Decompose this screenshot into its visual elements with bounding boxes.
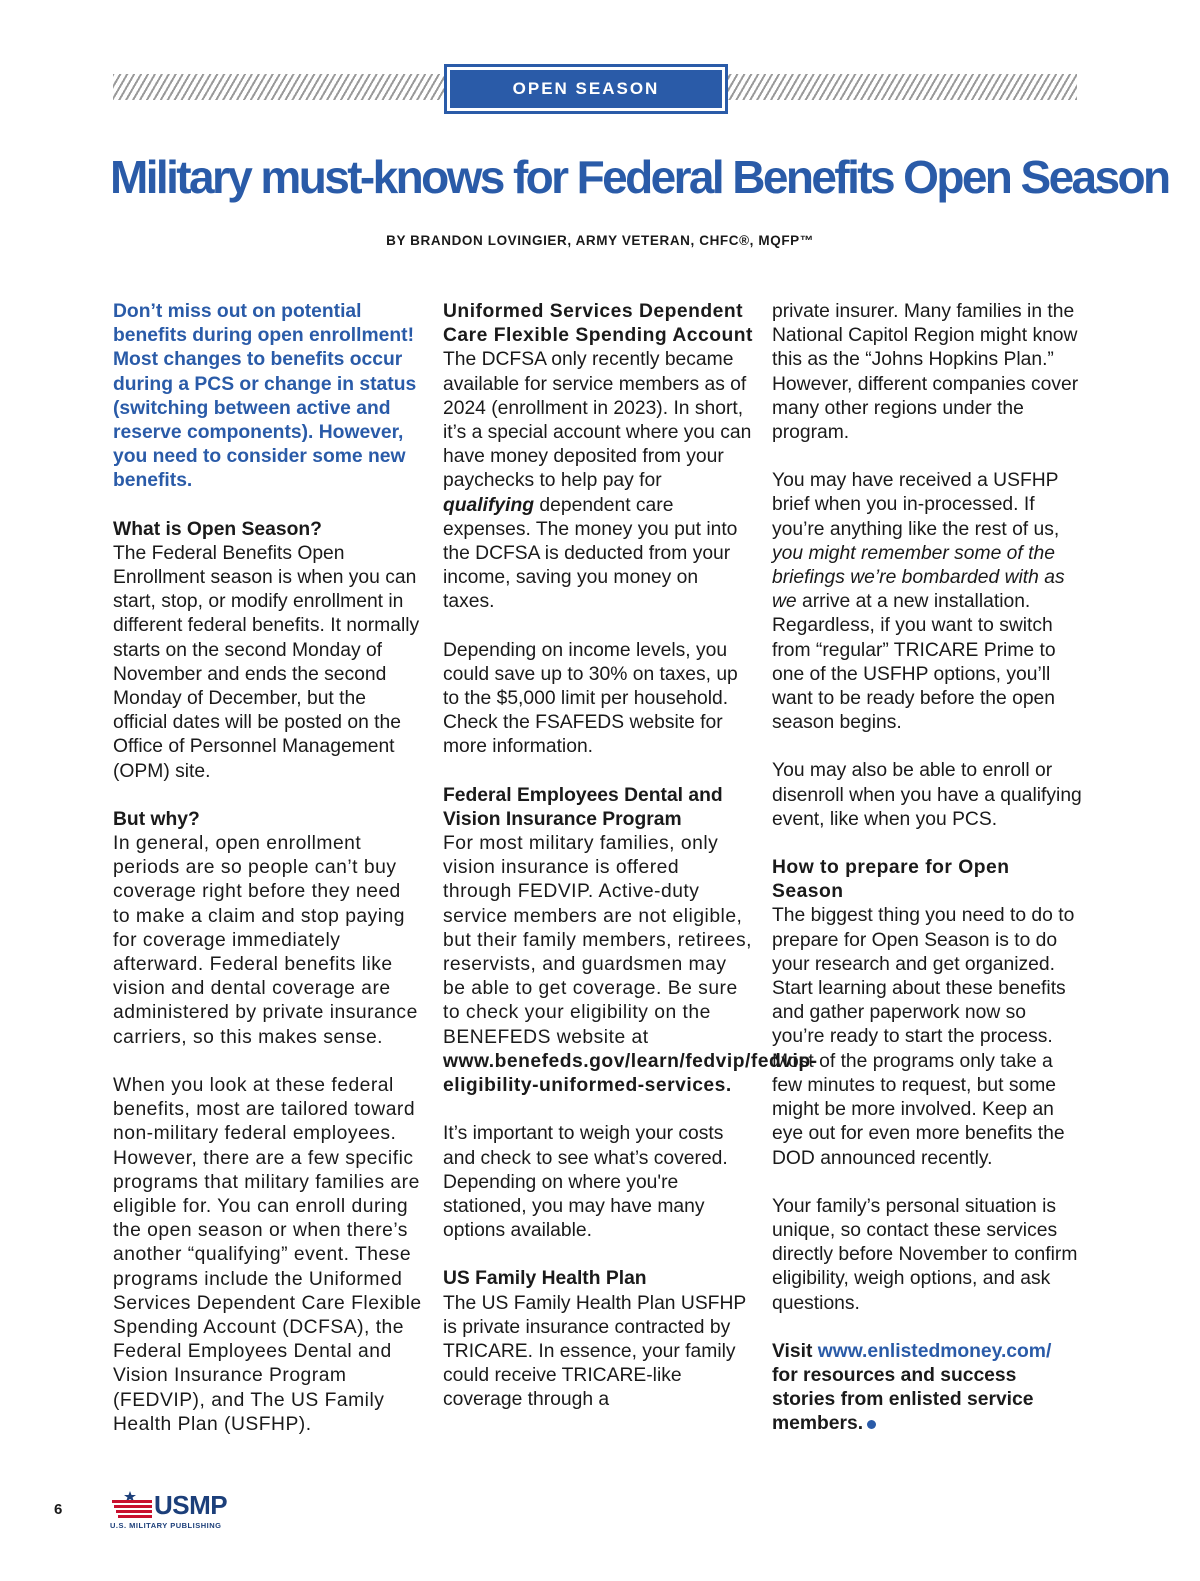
header-hatch-left (113, 74, 446, 100)
heading-usfhp: US Family Health Plan (443, 1268, 647, 1290)
benefeds-link[interactable]: www.benefeds.gov/learn/fedvip/fedvip-eligibility-uniformed-services. (443, 1050, 818, 1097)
paragraph: The Federal Benefits Open Enrollment season is when you can start, stop, or modify enrollment in different federal benefits. It normally starts on the second Monday of November and ends the second Monday of December, but the official dates will be posted on the Office of Personnel Management (OPM) site. (113, 542, 420, 782)
page-number: 6 (54, 1501, 63, 1518)
text-run: The DCFSA only recently became available for service members as of 2024 (enrollment in 2023). In short, it’s a special account where you can have money deposited from your paychecks to help pay for (443, 349, 752, 492)
paragraph: You may also be able to enroll or disenroll when you have a qualifying event, like when you PCS. (772, 760, 1082, 830)
paragraph: The biggest thing you need to do to prepare for Open Season is to do your research and get organized. Start learning about these benefits and gather paperwork now so you’re ready to start the process. Most of the programs only take a few minutes to request, but some might be more involved. Keep an eye out for even more benefits the DOD announced recently. (772, 905, 1075, 1169)
text-run: You may have received a USFHP brief when you in-processed. If you’re anything like the rest of us, (772, 470, 1060, 540)
byline: BY BRANDON LOVINGIER, ARMY VETERAN, CHFC®, MQFP™ (386, 233, 814, 248)
header-hatch-right (726, 74, 1077, 100)
paragraph: In general, open enrollment periods are so people can’t buy coverage right before they need to make a claim and stop paying for coverage immediately afterward. Federal benefits like vision and dental coverage are administered by private insurance carriers, so this makes sense. (113, 833, 418, 1048)
text-run: arrive at a new installation. Regardless, if you want to switch from “regular” TRICARE Prime to one of the USFHP options, you’ll want to be ready before the open season begins. (772, 591, 1056, 734)
emphasis-briefings: you might remember some of the briefings we’re bombarded with as we (772, 542, 1065, 613)
usmp-logo (110, 1491, 240, 1533)
emphasis-qualifying: qualifying (443, 494, 535, 516)
lead-paragraph: Don’t miss out on potential benefits during open enrollment! Most changes to benefits occur during a PCS or change in status (switching between active and reserve components). However, you need to consider some new benefits. (113, 301, 417, 492)
paragraph: private insurer. Many families in the National Capitol Region might know this as the “Johns Hopkins Plan.” However, different companies cover many other regions under the program. (772, 301, 1079, 444)
logo-subtitle: U.S. MILITARY PUBLISHING (110, 1521, 222, 1530)
section-tag-label: OPEN SEASON (450, 70, 722, 108)
text-run: Visit (772, 1340, 818, 1362)
logo-wordmark: USMP (154, 1490, 228, 1520)
heading-how-to-prepare: How to prepare for Open Season (772, 857, 1010, 903)
section-tag (444, 64, 728, 114)
paragraph (443, 348, 753, 614)
article-title: Military must-knows for Federal Benefits Open Season (110, 151, 1169, 203)
heading-but-why: But why? (113, 808, 200, 830)
paragraph (772, 469, 1082, 735)
enlistedmoney-link[interactable]: www.enlistedmoney.com/ (817, 1340, 1052, 1362)
paragraph: It’s important to weigh your costs and check to see what’s covered. Depending on where you're stationed, you may have many options available. (443, 1123, 728, 1242)
paragraph: Depending on income levels, you could save up to 30% on taxes, up to the $5,000 limit per household. Check the FSAFEDS website for more information. (443, 639, 738, 758)
heading-dcfsa: Uniformed Services Dependent Care Flexible Spending Account (443, 301, 753, 347)
text-run: For most military families, only vision insurance is offered through FEDVIP. Active-duty service members are not eligible, but their family members, retirees, reservists, and guardsmen may be able to get coverage. Be sure to check your eligibility on the BENEFEDS website at (443, 833, 752, 1048)
visit-callout (772, 1340, 1082, 1437)
paragraph: Your family’s personal situation is unique, so contact these services directly before November to confirm eligibility, weigh options, and ask questions. (772, 1195, 1078, 1314)
end-mark-icon (867, 1420, 876, 1429)
text-run: for resources and success stories from enlisted service members. (772, 1364, 1034, 1435)
paragraph: When you look at these federal benefits, most are tailored toward non-military federal employees. However, there are a few specific programs that military families are eligible for. You can enroll during the open season or when there’s another “qualifying” event. These programs include the Uniformed Services Dependent Care Flexible Spending Account (DCFSA), the Federal Employees Dental and Vision Insurance Program (FEDVIP), and The US Family Health Plan (USFHP). (113, 1074, 422, 1435)
column-1 (113, 300, 423, 1461)
heading-fedvip: Federal Employees Dental and Vision Insurance Program (443, 784, 723, 830)
flag-stripes-icon (110, 1491, 154, 1519)
text-run: dependent care expenses. The money you put into the DCFSA is deducted from your income, saving you money on taxes. (443, 494, 738, 613)
paragraph: The US Family Health Plan USFHP is private insurance contracted by TRICARE. In essence, your family could receive TRICARE-like coverage through a (443, 1292, 746, 1411)
heading-what-is-open-season: What is Open Season? (113, 518, 322, 540)
column-3 (772, 300, 1082, 1461)
paragraph (443, 832, 818, 1098)
